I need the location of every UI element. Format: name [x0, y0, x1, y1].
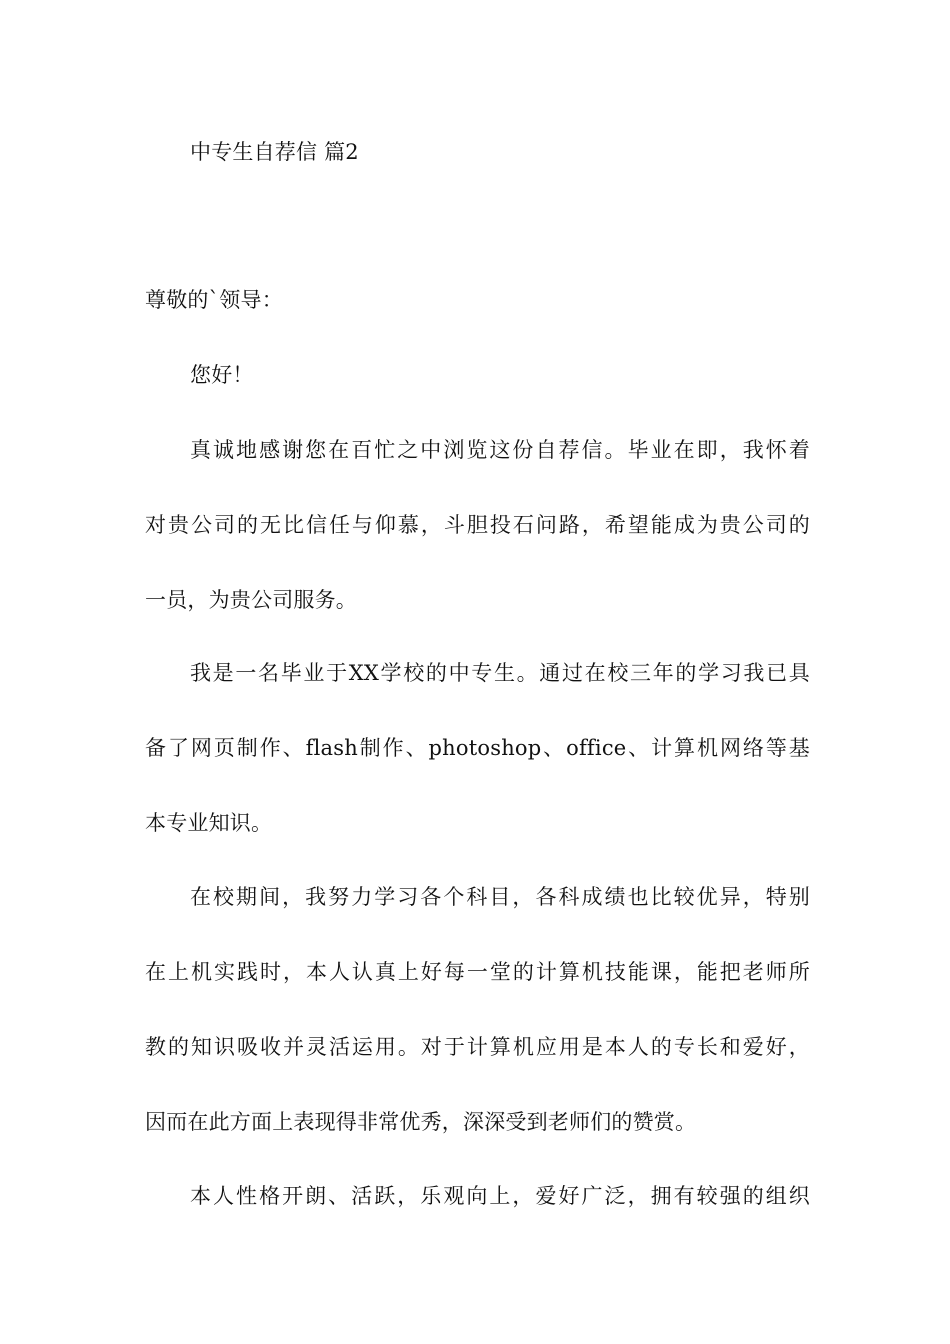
paragraph-3-line-4: 因而在此方面上表现得非常优秀，深深受到老师们的赞赏。 — [145, 1110, 697, 1134]
paragraph-2-line-2: 备了网页制作、flash制作、photoshop、office、计算机网络等基 — [145, 736, 810, 760]
paragraph-2-line-3: 本专业知识。 — [145, 811, 273, 835]
paragraph-1-line-2: 对贵公司的无比信任与仰慕，斗胆投石问路，希望能成为贵公司的 — [145, 513, 810, 537]
paragraph-2-line-1: 我是一名毕业于XX学校的中专生。通过在校三年的学习我已具 — [190, 661, 810, 685]
paragraph-3-line-2: 在上机实践时，本人认真上好每一堂的计算机技能课，能把老师所 — [145, 960, 810, 984]
paragraph-3-line-3: 教的知识吸收并灵活运用。对于计算机应用是本人的专长和爱好， — [145, 1035, 810, 1059]
greeting: 您好！ — [190, 363, 254, 387]
paragraph-1-line-1: 真诚地感谢您在百忙之中浏览这份自荐信。毕业在即，我怀着 — [190, 438, 810, 462]
document-title: 中专生自荐信 篇2 — [190, 140, 359, 164]
paragraph-4-line-1: 本人性格开朗、活跃，乐观向上，爱好广泛，拥有较强的组织 — [190, 1184, 810, 1208]
paragraph-3-line-1: 在校期间，我努力学习各个科目，各科成绩也比较优异，特别 — [190, 885, 810, 909]
paragraph-1-line-3: 一员，为贵公司服务。 — [145, 588, 357, 612]
salutation: 尊敬的`领导： — [145, 288, 283, 312]
